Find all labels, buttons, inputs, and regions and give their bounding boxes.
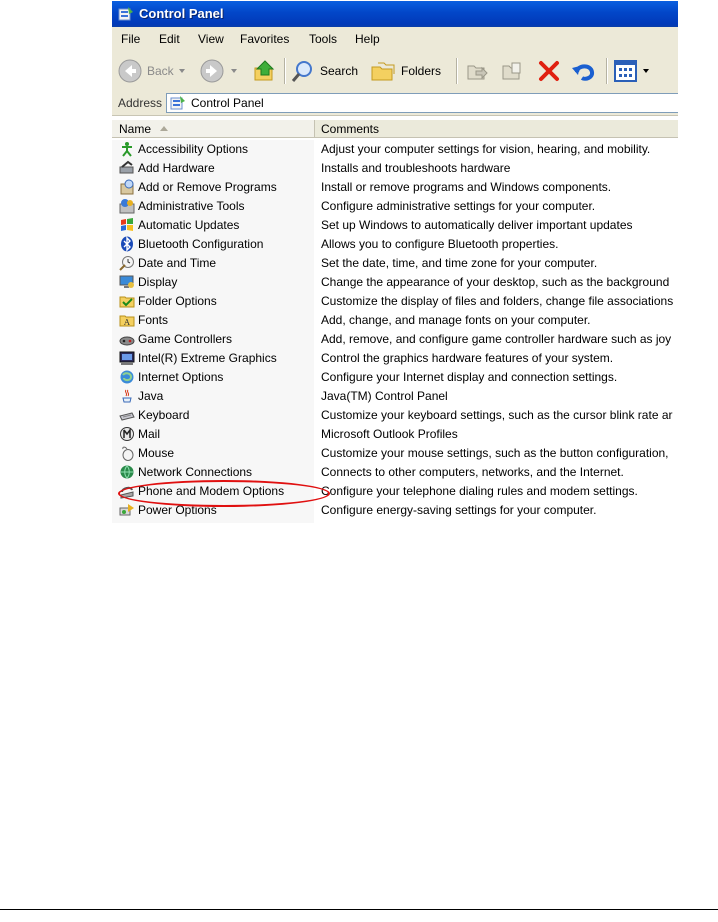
date-time-icon [119,255,135,271]
display-icon [119,274,135,290]
list-item[interactable]: Accessibility Options Adjust your computer settings for vision, hearing, and mobility. [112,140,678,159]
column-header-comments[interactable]: Comments [321,122,380,136]
undo-icon [570,58,598,84]
folders-button[interactable] [370,58,446,84]
delete-button[interactable] [536,58,562,84]
menu-edit[interactable]: Edit [159,32,180,46]
mouse-icon [119,445,135,461]
fonts-icon [119,312,135,328]
search-icon [290,58,316,84]
column-header [112,120,678,138]
list-item[interactable]: Java Java(TM) Control Panel [112,387,678,406]
copy-to-button[interactable] [499,58,525,84]
accessibility-icon [119,141,135,157]
control-panel-window [112,1,678,523]
back-label: Back [147,64,174,78]
automatic-updates-icon [119,217,135,233]
menu-tools[interactable]: Tools [309,32,338,46]
control-panel-address-icon [170,95,186,111]
folder-options-icon [119,293,135,309]
control-panel-icon [118,6,134,22]
list-item[interactable]: Automatic Updates Set up Windows to automatically deliver important updates [112,216,678,235]
toolbar [112,51,678,92]
power-options-icon [119,502,135,518]
list-item[interactable]: Date and Time Set the date, time, and time zone for your computer. [112,254,678,273]
folders-icon [370,58,396,84]
address-value: Control Panel [191,96,264,110]
address-bar [112,91,678,116]
views-dropdown-icon [643,69,649,73]
sort-ascending-icon [160,126,168,131]
add-remove-programs-icon [119,179,135,195]
folders-label: Folders [401,64,442,78]
move-to-button[interactable] [464,58,490,84]
back-button[interactable] [117,58,187,84]
move-to-icon [464,58,490,84]
menu-help[interactable]: Help [355,32,380,46]
forward-icon [199,58,225,84]
delete-icon [536,58,562,84]
menu-favorites[interactable]: Favorites [240,32,290,46]
mail-icon [119,426,135,442]
java-icon [119,388,135,404]
list-item[interactable]: Phone and Modem Options Configure your telephone dialing rules and modem settings. [112,482,678,501]
list-item[interactable]: Display Change the appearance of your desktop, such as the background [112,273,678,292]
list-item[interactable]: Add Hardware Installs and troubleshoots hardware [112,159,678,178]
up-folder-icon [252,58,278,84]
back-icon [117,58,143,84]
add-hardware-icon [119,160,135,176]
search-button[interactable] [290,58,360,84]
intel-graphics-icon [119,350,135,366]
window-title: Control Panel [139,6,224,21]
network-connections-icon [119,464,135,480]
highlight-ellipse [118,480,330,507]
bluetooth-icon [119,236,135,252]
list-item[interactable]: A Fonts Add, change, and manage fonts on your computer. [112,311,678,330]
list-item[interactable]: Add or Remove Programs Install or remove programs and Windows components. [112,178,678,197]
administrative-tools-icon [119,198,135,214]
list-item[interactable]: Network Connections Connects to other computers, networks, and the Internet. [112,463,678,482]
internet-options-icon [119,369,135,385]
list-item[interactable]: Mail Microsoft Outlook Profiles [112,425,678,444]
views-icon [613,58,639,84]
list-item[interactable]: Administrative Tools Configure administrative settings for your computer. [112,197,678,216]
up-button[interactable] [252,58,278,84]
menu-view[interactable]: View [198,32,224,46]
column-header-name[interactable] [112,120,315,137]
copy-to-icon [499,58,525,84]
forward-dropdown-icon [231,69,237,73]
list-item[interactable]: Keyboard Customize your keyboard settings, such as the cursor blink rate ar [112,406,678,425]
page-bottom-rule [0,909,718,910]
menu-bar [112,27,678,52]
list-item[interactable]: Bluetooth Configuration Allows you to configure Bluetooth properties. [112,235,678,254]
address-label: Address [118,96,163,110]
column-name-label: Name [119,122,152,136]
views-button[interactable] [613,58,651,84]
menu-file[interactable]: File [121,32,141,46]
back-dropdown-icon [179,69,185,73]
list-item[interactable]: Mouse Customize your mouse settings, such as the button configuration, [112,444,678,463]
list-item[interactable]: Intel(R) Extreme Graphics Control the graphics hardware features of your system. [112,349,678,368]
address-input[interactable] [166,93,678,113]
forward-button[interactable] [199,58,237,84]
list-item[interactable]: Internet Options Configure your Internet display and connection settings. [112,368,678,387]
game-controllers-icon [119,331,135,347]
title-bar[interactable] [112,1,678,27]
svg-text:A: A [124,318,130,327]
undo-button[interactable] [570,58,598,84]
search-label: Search [320,64,359,78]
list-item[interactable]: Power Options Configure energy-saving settings for your computer. [112,501,678,520]
list-item[interactable]: Folder Options Customize the display of files and folders, change file associations [112,292,678,311]
list-item[interactable]: Game Controllers Add, remove, and configure game controller hardware such as joy [112,330,678,349]
keyboard-icon [119,407,135,423]
